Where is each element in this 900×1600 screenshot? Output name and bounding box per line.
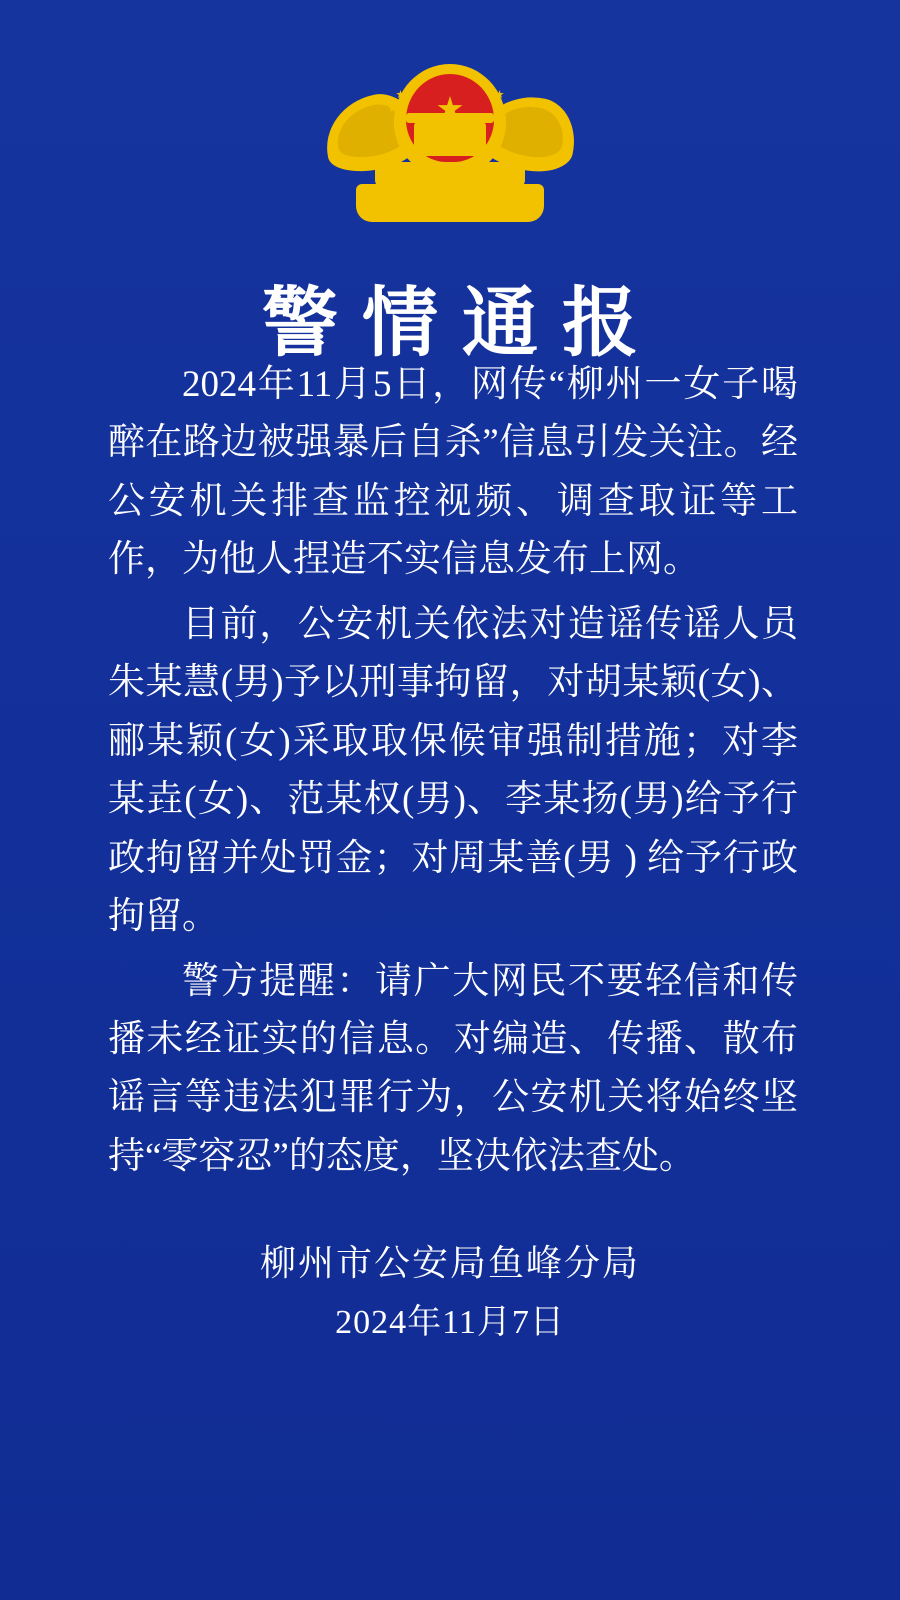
notice-paragraph: 2024年11月5日，网传“柳州一女子喝醉在路边被强暴后自杀”信息引发关注。经公安机关排查监控视频、调查取证等工作，为他人捏造不实信息发布上网。	[108, 364, 798, 581]
china-police-emblem-icon	[330, 62, 570, 222]
notice-paragraph: 警方提醒：请广大网民不要轻信和传播未经证实的信息。对编造、传播、散布谣言等违法犯罪行为，公安机关将始终坚持“零容忍”的态度，坚决依法查处。	[108, 960, 798, 1177]
notice-body	[108, 356, 798, 1192]
notice-paragraph: 目前，公安机关依法对造谣传谣人员朱某慧(男)予以刑事拘留，对胡某颖(女)、郦某颖(女)采取取保候审强制措施；对李某垚(女)、范某权(男)、李某扬(男)给予行政拘留并处罚金；对周某善(男 ) 给予行政拘留。	[108, 603, 798, 938]
emblem-container	[0, 62, 900, 222]
notice-footer	[0, 1233, 900, 1352]
emblem-base	[356, 184, 544, 222]
emblem-gate	[414, 122, 486, 156]
issuing-organization: 柳州市公安局鱼峰分局	[259, 1243, 640, 1284]
issue-date: 2024年11月7日	[335, 1304, 565, 1342]
page-title: 警情通报	[262, 281, 662, 366]
